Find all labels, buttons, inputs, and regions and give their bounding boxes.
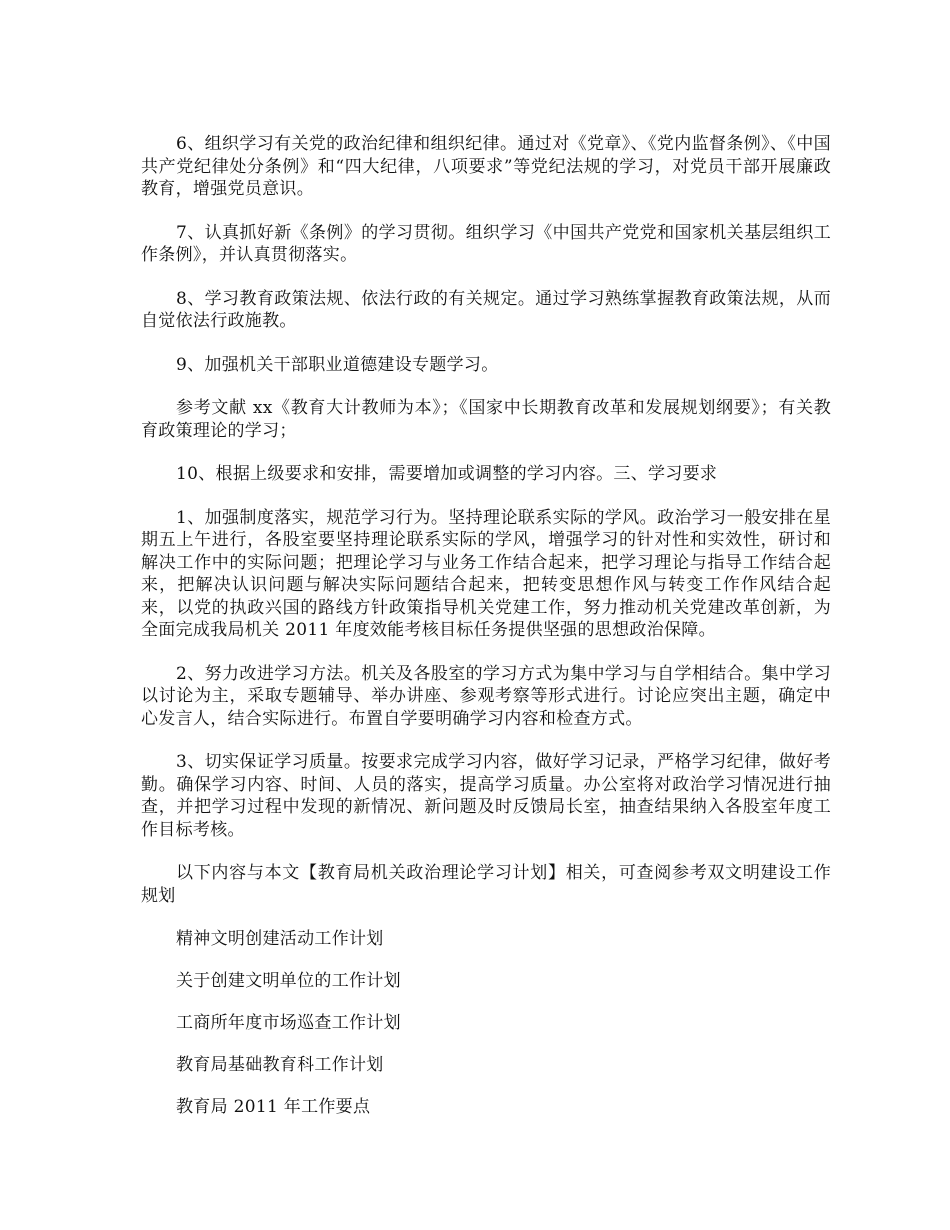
related-link[interactable]: 教育局基础教育科工作计划 [176, 1055, 384, 1075]
document-page [141, 133, 831, 1138]
paragraph-9: 9、加强机关干部职业道德建设专题学习。 [176, 354, 499, 375]
paragraph-7: 7、认真抓好新《条例》的学习贯彻。组织学习《中国共产党党和国家机关基层组织工作条例》，并认真贯彻落实。 [141, 222, 831, 265]
related-link[interactable]: 关于创建文明单位的工作计划 [176, 971, 401, 991]
requirement-1: 1、加强制度落实，规范学习行为。坚持理论联系实际的学风。政治学习一般安排在星期五上午进行，各股室要坚持理论联系实际的学风，增强学习的针对性和实效性，研讨和解决工作中的实际问题；把理论学习与业务工作结合起来，把学习理论与指导工作结合起来，把解决认识问题与解决实际问题结合起来，把转变思想作风与转变工作作风结合起来，以党的执政兴国的路线方针政策指导机关党建工作，努力推动机关党建改革创新，为全面完成我局机关 2011 年度效能考核目标任务提供坚强的思想政治保障。 [141, 507, 831, 640]
related-link[interactable]: 精神文明创建活动工作计划 [176, 929, 384, 949]
requirement-3: 3、切实保证学习质量。按要求完成学习内容，做好学习记录，严格学习纪律，做好考勤。确保学习内容、时间、人员的落实，提高学习质量。办公室将对政治学习情况进行抽查，并把学习过程中发现的新情况、新问题及时反馈局长室，抽查结果纳入各股室年度工作目标考核。 [141, 752, 831, 840]
paragraph-references: 参考文献 xx《教育大计教师为本》；《国家中长期教育改革和发展规划纲要》；有关教育政策理论的学习； [141, 398, 831, 441]
related-link[interactable]: 工商所年度市场巡查工作计划 [176, 1013, 401, 1033]
paragraph-6: 6、组织学习有关党的政治纪律和组织纪律。通过对《党章》、《党内监督条例》、《中国共产党纪律处分条例》和“四大纪律，八项要求”等党纪法规的学习，对党员干部开展廉政教育，增强党员意识。 [141, 134, 831, 199]
related-intro: 以下内容与本文【教育局机关政治理论学习计划】相关，可查阅参考双文明建设工作规划 [141, 863, 831, 906]
related-links-list [141, 928, 831, 1119]
paragraph-8: 8、学习教育政策法规、依法行政的有关规定。通过学习熟练掌握教育政策法规，从而自觉依法行政施教。 [141, 288, 831, 331]
requirement-2: 2、努力改进学习方法。机关及各股室的学习方式为集中学习与自学相结合。集中学习以讨论为主，采取专题辅导、举办讲座、参观考察等形式进行。讨论应突出主题，确定中心发言人，结合实际进行。布置自学要明确学习内容和检查方式。 [141, 663, 831, 729]
related-link[interactable]: 教育局 2011 年工作要点 [176, 1097, 371, 1117]
paragraph-10: 10、根据上级要求和安排，需要增加或调整的学习内容。三、学习要求 [176, 464, 718, 484]
